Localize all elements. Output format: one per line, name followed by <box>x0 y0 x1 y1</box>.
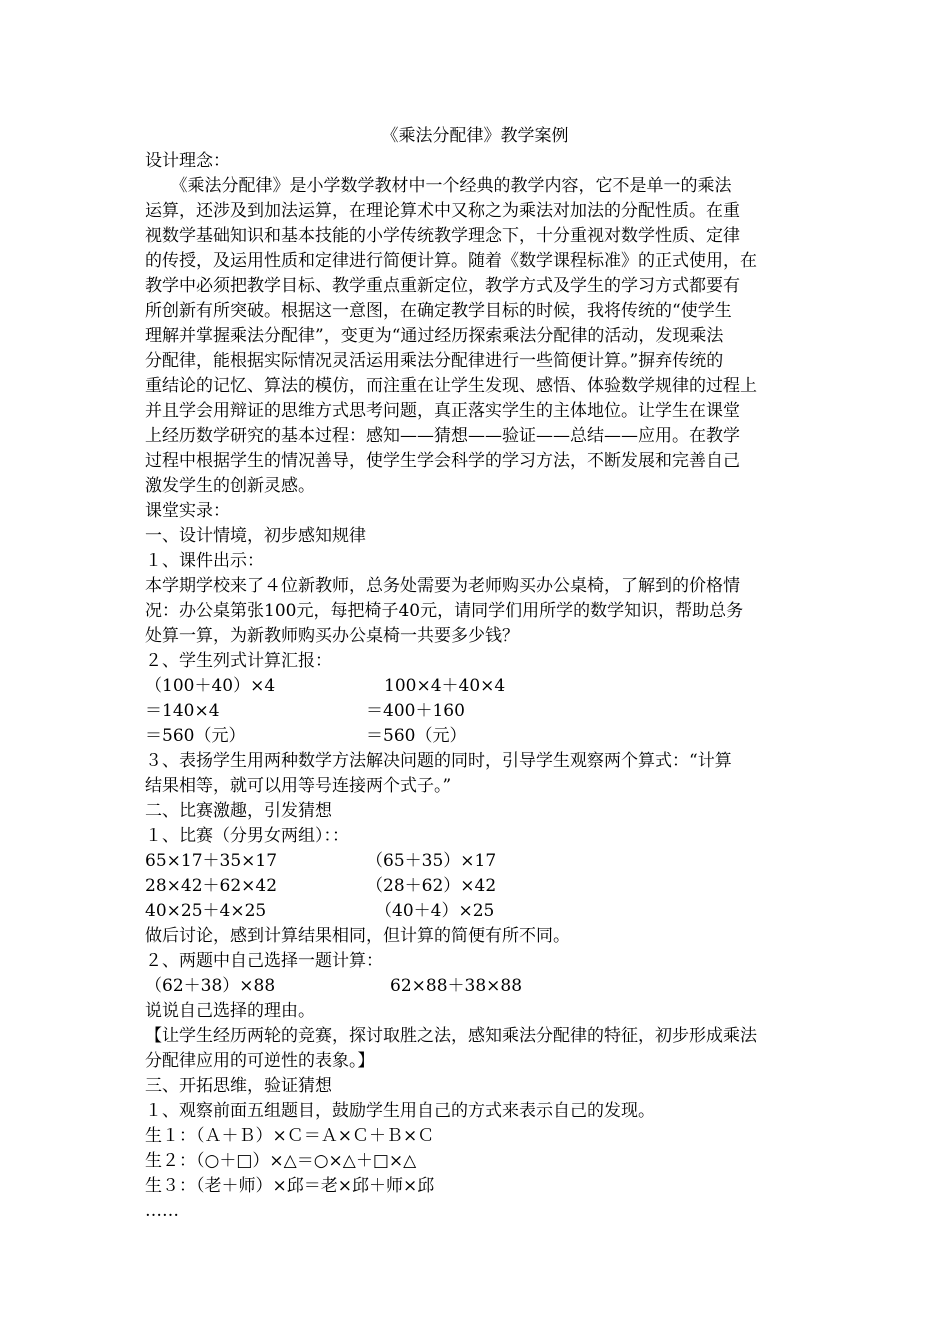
contest-right: （40＋4）×25 <box>375 901 495 921</box>
part1-item1: １、课件出示： <box>145 551 264 571</box>
paragraph-line: 分配律，能根据实际情况灵活运用乘法分配律进行一些简便计算。”摒弃传统的 <box>145 351 724 371</box>
part1-item3-line: ３、表扬学生用两种数学方法解决问题的同时，引导学生观察两个算式：“计算 <box>145 751 732 771</box>
part2-item2: ２、两题中自己选择一题计算： <box>145 951 383 971</box>
contest-left: 28×42＋62×42 <box>145 876 278 896</box>
calc-right: ＝560（元） <box>366 726 467 746</box>
part1-item3-line: 结果相等，就可以用等号连接两个式子。” <box>145 776 452 796</box>
part3-item1: １、观察前面五组题目，鼓励学生用自己的方式来表示自己的发现。 <box>145 1101 655 1121</box>
student-answer: 生２：（○＋□）×△＝○×△＋□×△ <box>145 1151 417 1171</box>
section-heading-class-record: 课堂实录： <box>145 501 230 521</box>
calc-right: 100×4＋40×4 <box>384 676 506 696</box>
contest-right: （28＋62）×42 <box>366 876 497 896</box>
part2-note-line: 【让学生经历两轮的竞赛，探讨取胜之法，感知乘法分配律的特征，初步形成乘法 <box>145 1026 757 1046</box>
document-title: 《乘法分配律》教学案例 <box>381 126 569 146</box>
paragraph-line: 视数学基础知识和基本技能的小学传统教学理念下，十分重视对数学性质、定律 <box>145 226 740 246</box>
paragraph-line: 理解并掌握乘法分配律”，变更为“通过经历探索乘法分配律的活动，发现乘法 <box>145 326 724 346</box>
calc-right: ＝400＋160 <box>366 701 465 721</box>
part3-heading: 三、开拓思维，验证猜想 <box>145 1076 332 1096</box>
paragraph-line: 上经历数学研究的基本过程：感知——猜想——验证——总结——应用。在教学 <box>145 426 740 446</box>
paragraph-line: 《乘法分配律》是小学数学教材中一个经典的教学内容，它不是单一的乘法 <box>145 176 732 196</box>
part2-item1: １、比赛（分男女两组）：： <box>145 826 349 846</box>
problem-line: 况：办公桌第张100元，每把椅子40元，请同学们用所学的数学知识，帮助总务 <box>145 601 744 621</box>
contest-left: 65×17＋35×17 <box>145 851 278 871</box>
part2-reason: 说说自己选择的理由。 <box>145 1001 315 1021</box>
paragraph-line: 并且学会用辩证的思维方式思考问题，真正落实学生的主体地位。让学生在课堂 <box>145 401 740 421</box>
calc-left: （100＋40）×4 <box>145 676 276 696</box>
paragraph-line: 激发学生的创新灵感。 <box>145 476 315 496</box>
part1-item2: ２、学生列式计算汇报： <box>145 651 332 671</box>
part1-heading: 一、设计情境，初步感知规律 <box>145 526 366 546</box>
choice-right: 62×88＋38×88 <box>390 976 523 996</box>
choice-left: （62＋38）×88 <box>145 976 276 996</box>
section-heading-design-idea: 设计理念： <box>145 151 230 171</box>
paragraph-line: 所创新有所突破。根据这一意图，在确定教学目标的时候，我将传统的“使学生 <box>145 301 732 321</box>
student-answer: 生１：（Ａ＋Ｂ）×Ｃ＝Ａ×Ｃ＋Ｂ×Ｃ <box>145 1126 435 1146</box>
ellipsis: …… <box>145 1201 179 1221</box>
paragraph-line: 的传授，及运用性质和定律进行简便计算。随着《数学课程标准》的正式使用，在 <box>145 251 757 271</box>
paragraph-line: 重结论的记忆、算法的模仿，而注重在让学生发现、感悟、体验数学规律的过程上 <box>145 376 757 396</box>
part2-note-line: 分配律应用的可逆性的表象。】 <box>145 1051 375 1071</box>
contest-left: 40×25＋4×25 <box>145 901 267 921</box>
part2-discuss: 做后讨论，感到计算结果相同，但计算的简便有所不同。 <box>145 926 570 946</box>
problem-line: 本学期学校来了４位新教师，总务处需要为老师购买办公桌椅，了解到的价格情 <box>145 576 740 596</box>
contest-right: （65＋35）×17 <box>366 851 497 871</box>
paragraph-line: 运算，还涉及到加法运算，在理论算术中又称之为乘法对加法的分配性质。在重 <box>145 201 740 221</box>
problem-line: 处算一算，为新教师购买办公桌椅一共要多少钱？ <box>145 626 519 646</box>
paragraph-line: 教学中必须把教学目标、教学重点重新定位，教学方式及学生的学习方式都要有 <box>145 276 740 296</box>
paragraph-line: 过程中根据学生的情况善导，使学生学会科学的学习方法，不断发展和完善自己 <box>145 451 740 471</box>
calc-left: ＝560（元） <box>145 726 246 746</box>
student-answer: 生３：（老＋师）×邱＝老×邱＋师×邱 <box>145 1176 435 1196</box>
calc-left: ＝140×4 <box>145 701 220 721</box>
part2-heading: 二、比赛激趣，引发猜想 <box>145 801 332 821</box>
